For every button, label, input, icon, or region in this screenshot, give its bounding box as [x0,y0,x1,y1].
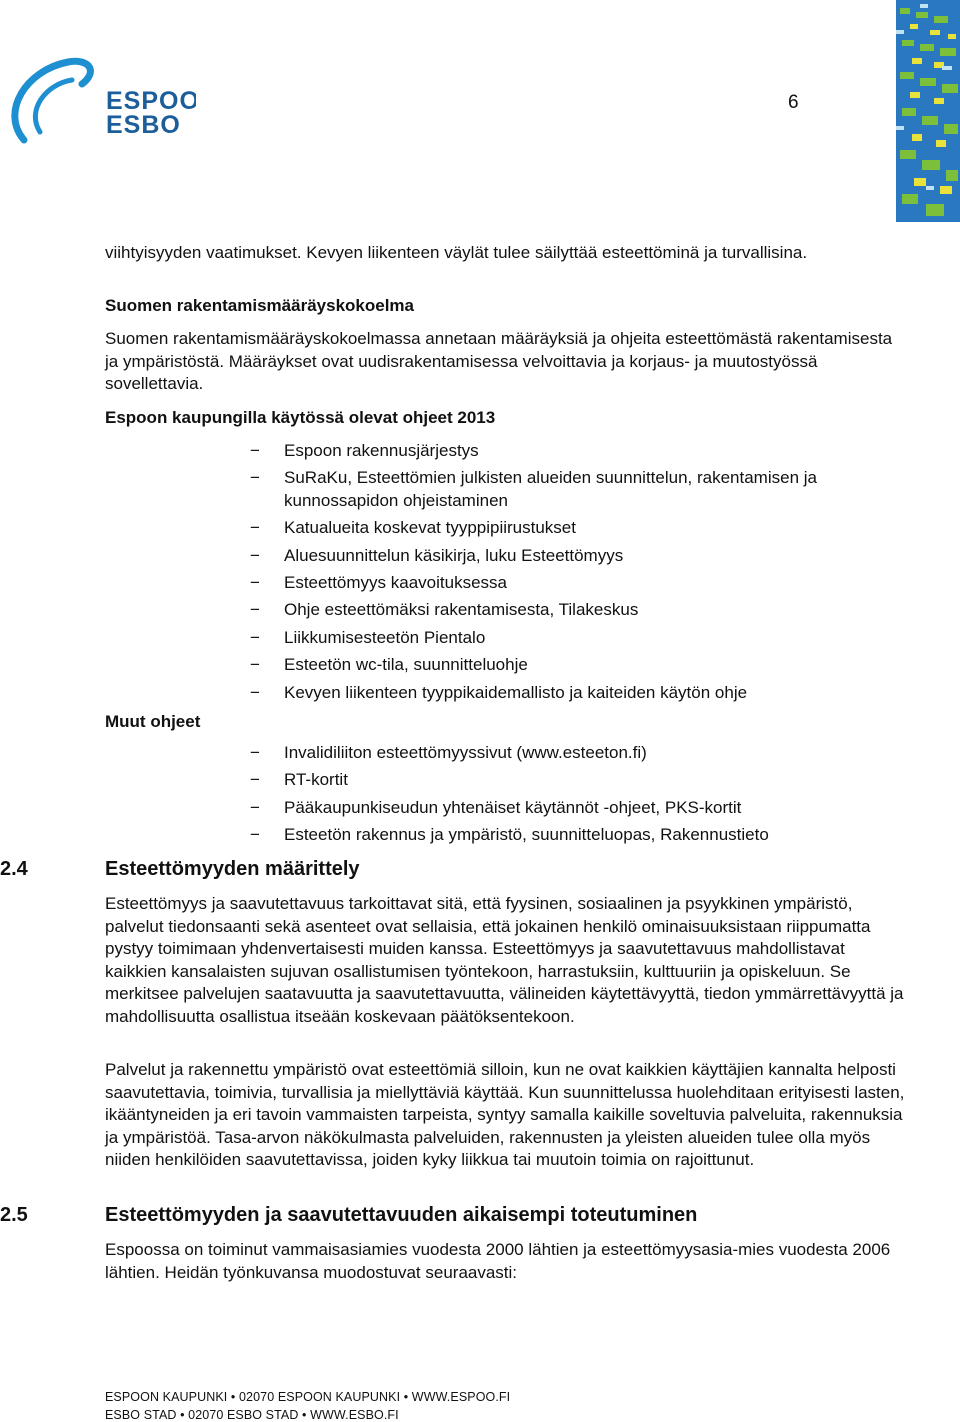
espoo-logo [6,52,196,152]
section-2-5-paragraph: Espoossa on toiminut vammaisasiamies vuodesta 2000 lähtien ja esteettömyysasia-mies vuodesta 2006 lähtien. Heidän työnkuvansa muodostuvat seuraavasti: [105,1240,891,1282]
section-2-4-paragraph-2: Palvelut ja rakennettu ympäristö ovat esteettömiä silloin, kun ne ovat kaikkien käyttäjien kannalta helposti saavutettavia, toimivia, turvallisia ja miellyttäviä käyttää. Kun suunnittelussa huolehditaan erityisesti lasten, ikääntyneiden ja eri tavoin vammaisten tarpeista, syntyy samalla kaikille soveltuvia palveluita, rakennuksia ja ympäristöä. Tasa-arvon näkökulmasta palveluiden, rakennusten ja yleisten alueiden tulee olla myös niiden henkilöiden saavutettavissa, joiden kyky liikkua tai muutoin toimia on rajoittunut. [105,1060,905,1169]
section-2-5-heading [0,1204,800,1230]
list-item: − Invalidiliiton esteettömyyssivut (www.esteeton.fi) [250,743,647,762]
list-item: − Katualueita koskevat tyyppipiirustukset [250,518,576,538]
section-title: Esteettömyyden ja saavutettavuuden aikaisempi toteutuminen [105,1204,698,1226]
list-item: − Esteettömyys kaavoituksessa [250,573,507,593]
footer-line-finnish: ESPOON KAUPUNKI • 02070 ESPOON KAUPUNKI • WWW.ESPOO.FI [105,1390,511,1404]
city-guides-heading: Espoon kaupungilla käytössä olevat ohjeet 2013 [105,408,496,427]
list-item: − Esteetön wc-tila, suunnitteluohje [250,655,528,675]
intro-paragraph: viihtyisyyden vaatimukset. Kevyen liikenteen väylät tulee säilyttää esteettöminä ja turvallisina. [105,243,808,262]
regulation-heading: Suomen rakentamismääräyskokoelma [105,296,414,315]
list-item: − Liikkumisesteetön Pientalo [250,627,486,647]
city-guides-list [250,440,910,709]
list-item: − SuRaKu, Esteettömien julkisten alueiden suunnittelun, rakentamisen ja kunnossapidon ohjeistaminen [250,468,817,510]
section-2-4-paragraph-1: Esteettömyys ja saavutettavuus tarkoittavat sitä, että fyysinen, sosiaalinen ja psyykkinen ympäristö, palvelut tiedonsaanti sekä asenteet ovat sellaisia, että jokainen henkilö ominaisuuksistaan riippumatta pystyy toimimaan yhdenvertaisesti muiden kanssa. Esteettömyys ja saavutettavuus mahdollistavat kaikkien kansalaisten sujuvan osallistumisen työntekoon, harrastuksiin, kulttuuriin ja opiskeluun. Se merkitsee palvelujen saatavuutta ja saavutettavuutta, välineiden käytettävyyttä, tiedon ymmärrettävyyttä ja mahdollisuutta osallistua itseään koskevaan päätöksentekoon. [105,894,904,1026]
list-item: − Kevyen liikenteen tyyppikaidemallisto ja kaiteiden käytön ohje [250,682,748,702]
list-item: − Espoon rakennusjärjestys [250,441,479,460]
section-number: 2.5 [0,1204,28,1226]
list-item: − Pääkaupunkiseudun yhtenäiset käytännöt -ohjeet, PKS-kortit [250,797,742,817]
list-item: − Ohje esteettömäksi rakentamisesta, Tilakeskus [250,600,639,620]
decorative-corner-graphic [896,0,960,222]
logo-text-espoo: ESPOO [106,87,196,115]
other-guides-list [250,742,910,852]
list-item: − RT-kortit [250,770,348,790]
section-title: Esteettömyyden määrittely [105,858,360,880]
list-item: − Aluesuunnittelun käsikirja, luku Esteettömyys [250,545,624,565]
page-number: 6 [788,92,799,113]
section-number: 2.4 [0,858,28,880]
espoo-logo-mark [6,52,196,152]
list-item: − Esteetön rakennus ja ympäristö, suunnitteluopas, Rakennustieto [250,825,769,845]
section-2-4-heading [0,858,700,884]
logo-text-esbo: ESBO [106,111,181,139]
other-guides-heading: Muut ohjeet [105,712,201,731]
footer-line-swedish: ESBO STAD • 02070 ESBO STAD • WWW.ESBO.FI [105,1408,399,1422]
regulation-paragraph: Suomen rakentamismääräyskokoelmassa annetaan määräyksiä ja ohjeita esteettömästä rakentamisesta ja ympäristöstä. Määräykset ovat uudisrakentamisessa velvoittavia ja korjaus- ja muutostyössä sovellettavia. [105,329,893,393]
